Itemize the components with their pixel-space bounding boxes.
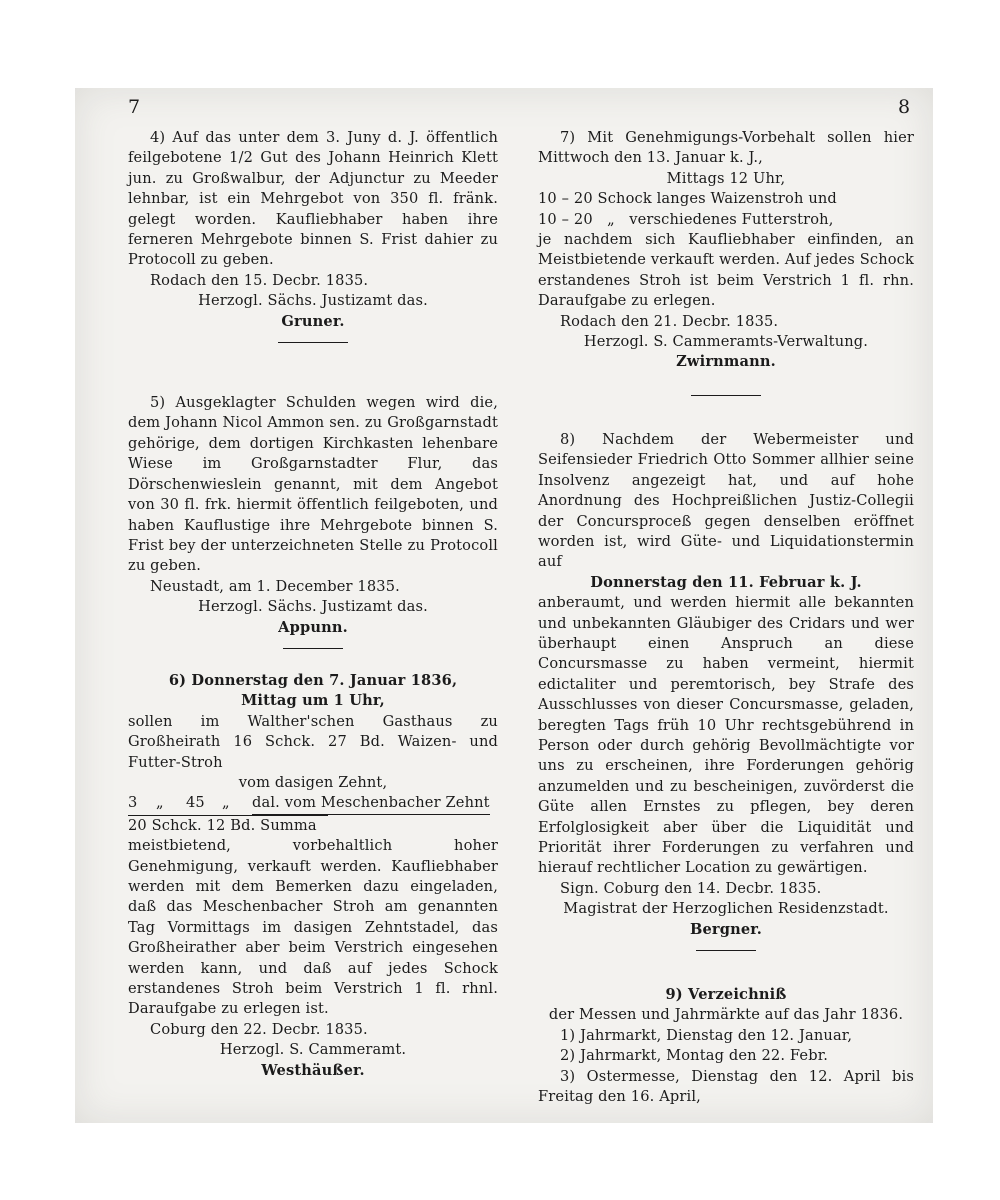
notice-9-subtitle: der Messen und Jahrmärkte auf das Jahr 1836. <box>548 1006 904 1024</box>
divider-rule <box>691 395 761 396</box>
right-column <box>538 128 914 1107</box>
notice-5-text: 5) Ausgeklagter Schulden wegen wird die, dem Johann Nicol Ammon sen. zu Großgarnstadt gehörige, dem dortigen Kirchkasten lehenbare Wiese im Großgarnstadter Flur, das Dörschenwieslein genannt, mit dem Angebot von 30 fl. frk. hiermit öffentlich feilgeboten, und haben Kauflustige ihre Mehrgebote binnen S. Frist bey der unterzeichneten Stelle zu Protocoll zu geben. <box>128 394 498 575</box>
notice-7-text: 7) Mit Genehmigungs-Vorbehalt sollen hier Mittwoch den 13. Januar k. J., <box>538 129 914 167</box>
notice-6-intro: sollen im Walther'schen Gasthaus zu Großheirath 16 Schck. 27 Bd. Waizen- und Futter-Stroh <box>128 712 498 771</box>
notice-4-signature: Gruner. <box>281 312 345 330</box>
divider-rule <box>283 648 343 649</box>
notice-4-place-date: Rodach den 15. Decbr. 1835. <box>150 271 369 289</box>
notice-6-text: meistbietend, vorbehaltlich hoher Genehmigung, verkauft werden. Kaufliebhaber werden mit dem Bemerken dazu eingeladen, daß das Meschenbacher Stroh am genannten Tag Vormittags im dasigen Zehntstadel, das Großheirather aber beim Verstrich eingesehen werden kann, und daß auf jedes Schock erstandenes Stroh beim Verstrich 1 fl. rhnl. Daraufgabe zu erlegen ist. <box>128 837 498 1018</box>
notice-8-office: Magistrat der Herzoglichen Residenzstadt. <box>563 900 889 918</box>
row-ditto-mark: „ <box>222 794 230 812</box>
notice-6-summa: 20 Schck. 12 Bd. Summa <box>128 815 328 836</box>
notice-6-signature: Westhäußer. <box>261 1061 365 1079</box>
notice-5-signature: Appunn. <box>278 618 348 636</box>
notice-7-place-date: Rodach den 21. Decbr. 1835. <box>560 312 779 330</box>
row-ditto-mark: „ <box>156 794 164 812</box>
notice-8-date: Donnerstag den 11. Februar k. J. <box>590 573 862 591</box>
notice-7-item-2: 10 – 20 „ verschiedenes Futterstroh, <box>538 210 834 228</box>
fair-list-item: 3) Ostermesse, Dienstag den 12. April bis Freitag den 16. April, <box>538 1067 914 1106</box>
divider-rule <box>278 342 348 343</box>
notice-5-place-date: Neustadt, am 1. December 1835. <box>150 577 400 595</box>
notice-4-office: Herzogl. Sächs. Justizamt das. <box>198 292 428 310</box>
notice-7-signature: Zwirnmann. <box>676 353 776 371</box>
notice-9-title: 9) Verzeichniß <box>665 986 787 1004</box>
notice-6-zehnt-1: vom dasigen Zehnt, <box>238 773 388 791</box>
notice-5-office: Herzogl. Sächs. Justizamt das. <box>198 598 428 616</box>
left-column <box>128 128 498 1081</box>
notice-7-text-2: je nachdem sich Kaufliebhaber einfinden, an Meistbietende verkauft werden. Auf jedes Schock erstandenes Stroh ist beim Verstrich 1 fl. rhn. Daraufgabe zu erlegen. <box>538 231 914 310</box>
notice-8-signature: Bergner. <box>689 920 763 938</box>
row-description: dal. vom Meschenbacher Zehnt <box>252 793 490 814</box>
fair-list-item: 2) Jahrmarkt, Montag den 22. Febr. <box>560 1047 829 1065</box>
notice-6-office: Herzogl. S. Cammeramt. <box>219 1041 407 1059</box>
notice-8-place-date: Sign. Coburg den 14. Decbr. 1835. <box>560 879 822 897</box>
page-number-left: 7 <box>128 96 141 118</box>
row-value-45: 45 <box>186 794 205 812</box>
notice-4-text: 4) Auf das unter dem 3. Juny d. J. öffentlich feilgebotene 1/2 Gut des Johann Heinrich Klett jun. zu Großwalbur, der Adjunctur zu Meeder lehnbar, ist ein Mehrgebot von 350 fl. fränk. gelegt worden. Kaufliebhaber haben ihre ferneren Mehrgebote binnen S. Frist dahier zu Protocoll zu geben. <box>128 129 498 269</box>
notice-6-table-row <box>128 793 498 814</box>
notice-6-time: Mittag um 1 Uhr, <box>241 692 385 710</box>
page-number-right: 8 <box>898 96 911 118</box>
notice-6-place-date: Coburg den 22. Decbr. 1835. <box>150 1020 368 1038</box>
notice-8-text: 8) Nachdem der Webermeister und Seifensieder Friedrich Otto Sommer allhier seine Insolvenz angezeigt hat, und auf hohe Anordnung des Hochpreißlichen Justiz-Collegii der Concursproceß gegen denselben eröffnet worden ist, wird Güte- und Liquidationstermin auf <box>538 430 914 571</box>
notice-7-time: Mittags 12 Uhr, <box>666 169 786 187</box>
row-value-3: 3 <box>128 794 138 812</box>
notice-8-text-2: anberaumt, und werden hiermit alle bekannten und unbekannten Gläubiger des Cridars und wer überhaupt einen Anspruch an diese Concursmasse zu haben vermeint, hiermit edictaliter und peremtorisch, bey Strafe des Ausschlusses von dieser Concursmasse, geladen, beregten Tags früh 10 Uhr rechtsgebührend in Person oder durch gehörig Bevollmächtigte vor uns zu erscheinen, ihre Forderungen gehörig anzumelden und zu bescheinigen, zuvörderst die Güte allen Ernstes zu pflegen, bey deren Erfolglosigkeit aber über die Liquidität und Priorität ihrer Forderungen zu verfahren und hierauf rechtlicher Location zu gewärtigen. <box>538 594 914 877</box>
notice-7-item-1: 10 – 20 Schock langes Waizenstroh und <box>538 190 837 208</box>
notice-7-office: Herzogl. S. Cammeramts-Verwaltung. <box>583 333 869 351</box>
fair-list-item: 1) Jahrmarkt, Dienstag den 12. Januar, <box>560 1026 853 1044</box>
divider-rule <box>696 950 756 951</box>
notice-6-heading: 6) Donnerstag den 7. Januar 1836, <box>168 671 458 689</box>
